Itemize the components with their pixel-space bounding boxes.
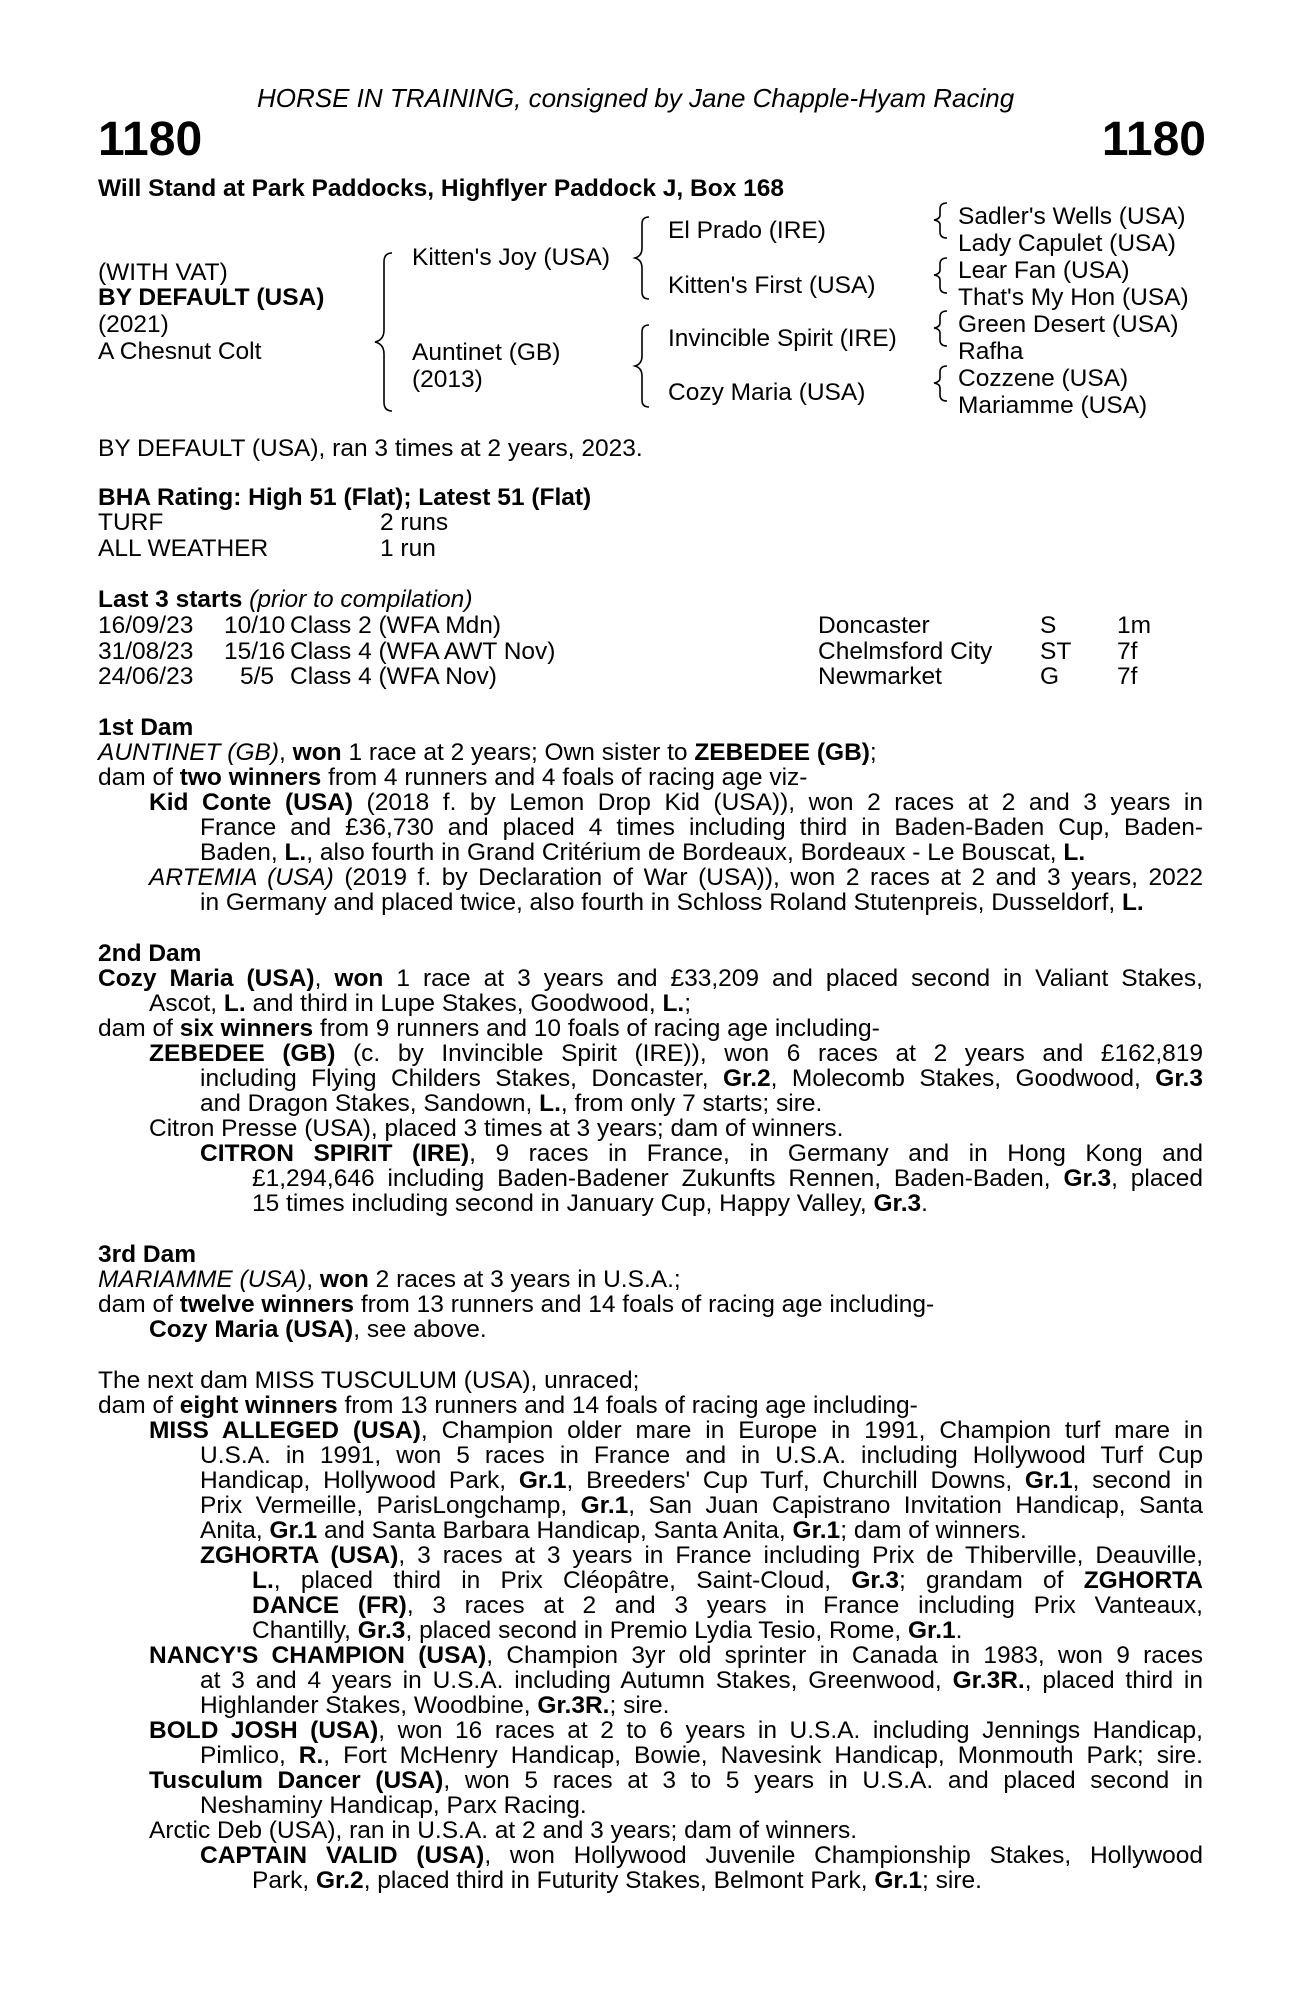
grand-produce-entry-cont bbox=[252, 1166, 1203, 1192]
produce-entry-cont bbox=[200, 840, 1085, 866]
text: 15 times including second in January Cup, Happy Valley, bbox=[252, 1190, 874, 1217]
produce-entry bbox=[149, 1768, 1203, 1794]
lot-number-right: 1180 bbox=[1101, 113, 1206, 166]
start-distance: 7f bbox=[1117, 663, 1138, 690]
text: , bbox=[306, 1266, 320, 1293]
horse-name: ZGHORTA (USA) bbox=[200, 1542, 399, 1569]
text: ; sire. bbox=[922, 1867, 982, 1894]
start-class: Class 4 (WFA AWT Nov) bbox=[290, 638, 556, 665]
horse-ref: ZEBEDEE (GB) bbox=[694, 739, 870, 766]
produce-entry-cont: Neshaminy Handicap, Parx Racing. bbox=[200, 1792, 587, 1819]
start-course: Doncaster bbox=[818, 612, 930, 639]
rating-runs: 1 run bbox=[380, 535, 436, 562]
second-dam-heading: 2nd Dam bbox=[98, 940, 202, 967]
text: , 3 races at 3 years in France including Prix de Thiberville, Deauville, bbox=[398, 1542, 1203, 1569]
third-dam-line bbox=[98, 1267, 681, 1293]
produce-entry-cont bbox=[200, 815, 1203, 841]
pedigree-gen3-2: Lady Capulet (USA) bbox=[958, 230, 1176, 257]
start-date: 24/06/23 bbox=[98, 663, 194, 690]
produce-entry bbox=[149, 1718, 1203, 1744]
text: ; bbox=[684, 990, 692, 1017]
text-bold: won bbox=[292, 739, 342, 766]
text: , from only 7 starts; sire. bbox=[560, 1090, 823, 1117]
text: , bbox=[279, 739, 293, 766]
horse-name: DANCE (FR) bbox=[252, 1592, 407, 1619]
text: , Molecomb Stakes, Goodwood, bbox=[770, 1065, 1156, 1092]
text-bold: eight winners bbox=[179, 1392, 338, 1419]
text-bold: six winners bbox=[179, 1015, 314, 1042]
text: ; bbox=[869, 739, 877, 766]
text: and Santa Barbara Handicap, Santa Anita, bbox=[317, 1517, 793, 1544]
race-grade: Gr.1 bbox=[269, 1517, 318, 1544]
text: , Champion older mare in Europe in 1991, Champion turf mare in bbox=[420, 1417, 1203, 1444]
text: , second in bbox=[1072, 1467, 1204, 1494]
pedigree-gen3-5: Green Desert (USA) bbox=[958, 311, 1179, 338]
third-dam-produce-line bbox=[98, 1292, 934, 1318]
horse-name: CITRON SPIRIT (IRE) bbox=[200, 1140, 470, 1167]
text: from 13 runners and 14 foals of racing age including- bbox=[354, 1291, 935, 1318]
text: and third in Lupe Stakes, Goodwood, bbox=[245, 990, 663, 1017]
race-grade: Gr.3 bbox=[873, 1190, 922, 1217]
starts-heading-note: (prior to compilation) bbox=[249, 586, 473, 613]
race-summary: BY DEFAULT (USA), ran 3 times at 2 years, 2023. bbox=[98, 435, 643, 462]
text: (2018 f. by Lemon Drop Kid (USA)), won 2 races at 2 and 3 years in bbox=[353, 789, 1203, 816]
text: Chantilly, bbox=[252, 1617, 358, 1644]
race-grade: Gr.3 bbox=[851, 1567, 899, 1594]
text: dam of bbox=[98, 1392, 180, 1419]
text: Highlander Stakes, Woodbine, bbox=[200, 1692, 538, 1719]
text: (2019 f. by Declaration of War (USA)), won 2 races at 2 and 3 years, 2022 bbox=[333, 864, 1204, 891]
rating-surface: ALL WEATHER bbox=[98, 535, 269, 562]
text: Handicap, Hollywood Park, bbox=[200, 1467, 519, 1494]
dam-name: MARIAMME (USA) bbox=[98, 1266, 307, 1293]
produce-entry-cont bbox=[200, 1443, 1203, 1469]
text-bold: two winners bbox=[179, 764, 322, 791]
produce-entry-cont bbox=[200, 1066, 1203, 1092]
produce-entry-cont bbox=[200, 890, 1144, 916]
text: , also fourth in Grand Critérium de Bordeaux, Bordeaux - Le Bouscat, bbox=[306, 839, 1064, 866]
text: , see above. bbox=[353, 1316, 487, 1343]
text: from 4 runners and 4 foals of racing age viz- bbox=[321, 764, 808, 791]
start-position: 15/16 bbox=[224, 638, 286, 665]
text: . bbox=[955, 1617, 963, 1644]
horse-name: ZGHORTA bbox=[1083, 1567, 1203, 1594]
first-dam-line bbox=[98, 740, 877, 766]
pedigree-gen3-6: Rafha bbox=[958, 338, 1024, 365]
text: , Breeders' Cup Turf, Churchill Downs, bbox=[566, 1467, 1025, 1494]
race-grade: Gr.1 bbox=[874, 1867, 923, 1894]
text: (c. by Invincible Spirit (IRE)), won 6 races at 2 years and £162,819 bbox=[335, 1040, 1203, 1067]
produce-entry bbox=[149, 1643, 1203, 1669]
rating-surface: TURF bbox=[98, 509, 164, 536]
bha-rating: BHA Rating: High 51 (Flat); Latest 51 (Flat) bbox=[98, 484, 592, 511]
grand-produce-entry-cont bbox=[252, 1191, 928, 1217]
text: 2 races at 3 years in U.S.A.; bbox=[368, 1266, 681, 1293]
text: , placed third in Futurity Stakes, Belmont Park, bbox=[363, 1867, 875, 1894]
race-grade: Gr.1 bbox=[792, 1517, 841, 1544]
text: £1,294,646 including Baden-Badener Zukunfts Rennen, Baden-Baden, bbox=[252, 1165, 1064, 1192]
lot-number-left: 1180 bbox=[98, 113, 203, 166]
vat-note: (WITH VAT) bbox=[98, 259, 228, 286]
text: 1 race at 2 years; Own sister to bbox=[341, 739, 695, 766]
start-course: Newmarket bbox=[818, 663, 942, 690]
produce-entry-cont bbox=[200, 1493, 1203, 1519]
text: . bbox=[921, 1190, 928, 1217]
text: ; grandam of bbox=[899, 1567, 1084, 1594]
produce-entry: Citron Presse (USA), placed 3 times at 3 years; dam of winners. bbox=[149, 1115, 844, 1142]
race-grade: Gr.1 bbox=[518, 1467, 567, 1494]
produce-entry bbox=[149, 790, 1203, 816]
horse-name: NANCY'S CHAMPION (USA) bbox=[149, 1642, 487, 1669]
pedigree-gen2-3: Invincible Spirit (IRE) bbox=[668, 325, 897, 352]
race-grade: R. bbox=[298, 1742, 324, 1769]
text: , Champion 3yr old sprinter in Canada in 1983, won 9 races bbox=[486, 1642, 1204, 1669]
race-grade: Gr.3 bbox=[357, 1617, 406, 1644]
produce-entry bbox=[149, 1041, 1203, 1067]
produce-entry-cont bbox=[200, 1743, 1203, 1769]
text: from 13 runners and 14 foals of racing age including- bbox=[337, 1392, 918, 1419]
next-dam-line: The next dam MISS TUSCULUM (USA), unraced; bbox=[98, 1367, 640, 1394]
starts-heading-label: Last 3 starts bbox=[98, 586, 243, 613]
race-grade: L. bbox=[1121, 889, 1144, 916]
start-position: 5/5 bbox=[240, 663, 275, 690]
grand-produce-entry bbox=[200, 1843, 1203, 1869]
text: , won 16 races at 2 to 6 years in U.S.A. including Jennings Handicap, bbox=[378, 1717, 1203, 1744]
text: ; sire. bbox=[609, 1692, 670, 1719]
text: dam of bbox=[98, 764, 180, 791]
first-dam-heading: 1st Dam bbox=[98, 714, 194, 741]
race-grade: Gr.3R. bbox=[952, 1667, 1025, 1694]
start-date: 31/08/23 bbox=[98, 638, 194, 665]
text: , San Juan Capistrano Invitation Handicap, Santa bbox=[628, 1492, 1203, 1519]
text: Park, bbox=[252, 1867, 316, 1894]
text: at 3 and 4 years in U.S.A. including Autumn Stakes, Greenwood, bbox=[200, 1667, 953, 1694]
text: , won Hollywood Juvenile Championship Stakes, Hollywood bbox=[484, 1842, 1203, 1869]
dam-name: AUNTINET (GB) bbox=[98, 739, 280, 766]
horse-name: BY DEFAULT (USA) bbox=[98, 284, 325, 311]
race-grade: Gr.1 bbox=[580, 1492, 629, 1519]
text-bold: twelve winners bbox=[179, 1291, 355, 1318]
start-class: Class 4 (WFA Nov) bbox=[290, 663, 497, 690]
text: 1 race at 3 years and £33,209 and placed second in Valiant Stakes, bbox=[383, 965, 1203, 992]
race-grade: Gr.3 bbox=[1063, 1165, 1112, 1192]
second-dam-produce-line bbox=[98, 1016, 880, 1042]
start-distance: 7f bbox=[1117, 638, 1138, 665]
stand-location: Will Stand at Park Paddocks, Highflyer Paddock J, Box 168 bbox=[98, 175, 784, 202]
horse-description: A Chesnut Colt bbox=[98, 338, 262, 365]
race-grade: L. bbox=[223, 990, 246, 1017]
text: dam of bbox=[98, 1015, 180, 1042]
produce-entry-cont bbox=[200, 1518, 1027, 1544]
produce-entry bbox=[149, 1418, 1203, 1444]
text: U.S.A. in 1991, won 5 races in France and in U.S.A. including Hollywood Turf Cup bbox=[200, 1442, 1203, 1469]
grand-produce-entry-cont bbox=[252, 1618, 962, 1644]
grand-produce-entry-cont bbox=[252, 1568, 1203, 1594]
starts-heading bbox=[98, 587, 472, 613]
start-going: G bbox=[1040, 663, 1060, 690]
produce-entry-cont bbox=[200, 1468, 1203, 1494]
pedigree-dam-year: (2013) bbox=[412, 366, 483, 393]
text: France and £36,730 and placed 4 times including third in Baden-Baden Cup, Baden- bbox=[200, 814, 1203, 841]
pedigree-dam: Auntinet (GB) bbox=[412, 339, 561, 366]
produce-entry-cont bbox=[200, 1091, 822, 1117]
text-bold: won bbox=[334, 965, 384, 992]
horse-name: ZEBEDEE (GB) bbox=[149, 1040, 336, 1067]
pedigree-gen2-2: Kitten's First (USA) bbox=[668, 272, 876, 299]
text: , bbox=[314, 965, 335, 992]
next-dam-produce-line bbox=[98, 1393, 918, 1419]
text: Anita, bbox=[200, 1517, 270, 1544]
rating-runs: 2 runs bbox=[380, 509, 449, 536]
race-grade: Gr.3R. bbox=[537, 1692, 610, 1719]
pedigree-gen2-1: El Prado (IRE) bbox=[668, 217, 826, 244]
grand-produce-entry bbox=[200, 1141, 1203, 1167]
third-dam-heading: 3rd Dam bbox=[98, 1241, 197, 1268]
race-grade: L. bbox=[284, 839, 307, 866]
horse-name: CAPTAIN VALID (USA) bbox=[200, 1842, 485, 1869]
pedigree-gen3-7: Cozzene (USA) bbox=[958, 365, 1129, 392]
text: dam of bbox=[98, 1291, 180, 1318]
produce-entry: Arctic Deb (USA), ran in U.S.A. at 2 and 3 years; dam of winners. bbox=[149, 1817, 858, 1844]
text: including Flying Childers Stakes, Doncaster, bbox=[200, 1065, 723, 1092]
race-grade: Gr.2 bbox=[722, 1065, 771, 1092]
pedigree-gen3-3: Lear Fan (USA) bbox=[958, 257, 1130, 284]
pedigree-gen3-4: That's My Hon (USA) bbox=[958, 284, 1189, 311]
pedigree-gen3-1: Sadler's Wells (USA) bbox=[958, 203, 1186, 230]
race-grade: Gr.1 bbox=[1024, 1467, 1073, 1494]
text: Pimlico, bbox=[200, 1742, 299, 1769]
start-date: 16/09/23 bbox=[98, 612, 194, 639]
start-position: 10/10 bbox=[224, 612, 286, 639]
grand-produce-entry-cont bbox=[252, 1593, 1203, 1619]
text: , placed second in Premio Lydia Tesio, Rome, bbox=[405, 1617, 908, 1644]
text: , placed bbox=[1111, 1165, 1203, 1192]
race-grade: L. bbox=[539, 1090, 561, 1117]
first-dam-produce-line bbox=[98, 765, 807, 791]
second-dam-line bbox=[98, 966, 1203, 992]
text: Ascot, bbox=[149, 990, 224, 1017]
second-dam-line-cont bbox=[149, 991, 691, 1017]
text: , placed third in Prix Cléopâtre, Saint-Cloud, bbox=[273, 1567, 852, 1594]
grand-produce-entry-cont bbox=[252, 1868, 982, 1894]
dam-name: Cozy Maria (USA) bbox=[98, 965, 315, 992]
text-bold: won bbox=[319, 1266, 369, 1293]
race-grade: Gr.2 bbox=[316, 1867, 364, 1894]
text: Prix Vermeille, ParisLongchamp, bbox=[200, 1492, 581, 1519]
race-grade: Gr.1 bbox=[907, 1617, 956, 1644]
pedigree-sire: Kitten's Joy (USA) bbox=[412, 244, 611, 271]
text: , won 5 races at 3 to 5 years in U.S.A. and placed second in bbox=[443, 1767, 1203, 1794]
text: Baden, bbox=[200, 839, 285, 866]
horse-name: MISS ALLEGED (USA) bbox=[149, 1417, 421, 1444]
race-grade: L. bbox=[252, 1567, 274, 1594]
horse-name: Kid Conte (USA) bbox=[149, 789, 354, 816]
start-course: Chelmsford City bbox=[818, 638, 993, 665]
race-grade: L. bbox=[1063, 839, 1086, 866]
produce-entry bbox=[149, 865, 1203, 891]
start-going: ST bbox=[1040, 638, 1072, 665]
horse-name: Tusculum Dancer (USA) bbox=[149, 1767, 444, 1794]
horse-year: (2021) bbox=[98, 311, 169, 338]
horse-name: ARTEMIA (USA) bbox=[149, 864, 334, 891]
text: , Fort McHenry Handicap, Bowie, Navesink Handicap, Monmouth Park; sire. bbox=[323, 1742, 1203, 1769]
horse-name: BOLD JOSH (USA) bbox=[149, 1717, 379, 1744]
consignor-line: HORSE IN TRAINING, consigned by Jane Chapple-Hyam Racing bbox=[257, 83, 1015, 113]
pedigree-gen2-4: Cozy Maria (USA) bbox=[668, 379, 866, 406]
text: in Germany and placed twice, also fourth in Schloss Roland Stutenpreis, Dusseldorf, bbox=[200, 889, 1122, 916]
produce-entry-cont bbox=[200, 1668, 1203, 1694]
text: , 3 races at 2 and 3 years in France including Prix Vanteaux, bbox=[406, 1592, 1203, 1619]
produce-entry bbox=[149, 1317, 487, 1343]
text: and Dragon Stakes, Sandown, bbox=[200, 1090, 540, 1117]
race-grade: Gr.3 bbox=[1155, 1065, 1203, 1092]
pedigree-gen3-8: Mariamme (USA) bbox=[958, 392, 1148, 419]
text: , 9 races in France, in Germany and in Hong Kong and bbox=[469, 1140, 1204, 1167]
text: from 9 runners and 10 foals of racing age including- bbox=[313, 1015, 880, 1042]
horse-name: Cozy Maria (USA) bbox=[149, 1316, 354, 1343]
text: , placed third in bbox=[1024, 1667, 1204, 1694]
produce-entry-cont bbox=[200, 1693, 669, 1719]
start-going: S bbox=[1040, 612, 1057, 639]
grand-produce-entry bbox=[200, 1543, 1203, 1569]
text: ; dam of winners. bbox=[840, 1517, 1027, 1544]
start-distance: 1m bbox=[1117, 612, 1152, 639]
race-grade: L. bbox=[662, 990, 685, 1017]
start-class: Class 2 (WFA Mdn) bbox=[290, 612, 502, 639]
